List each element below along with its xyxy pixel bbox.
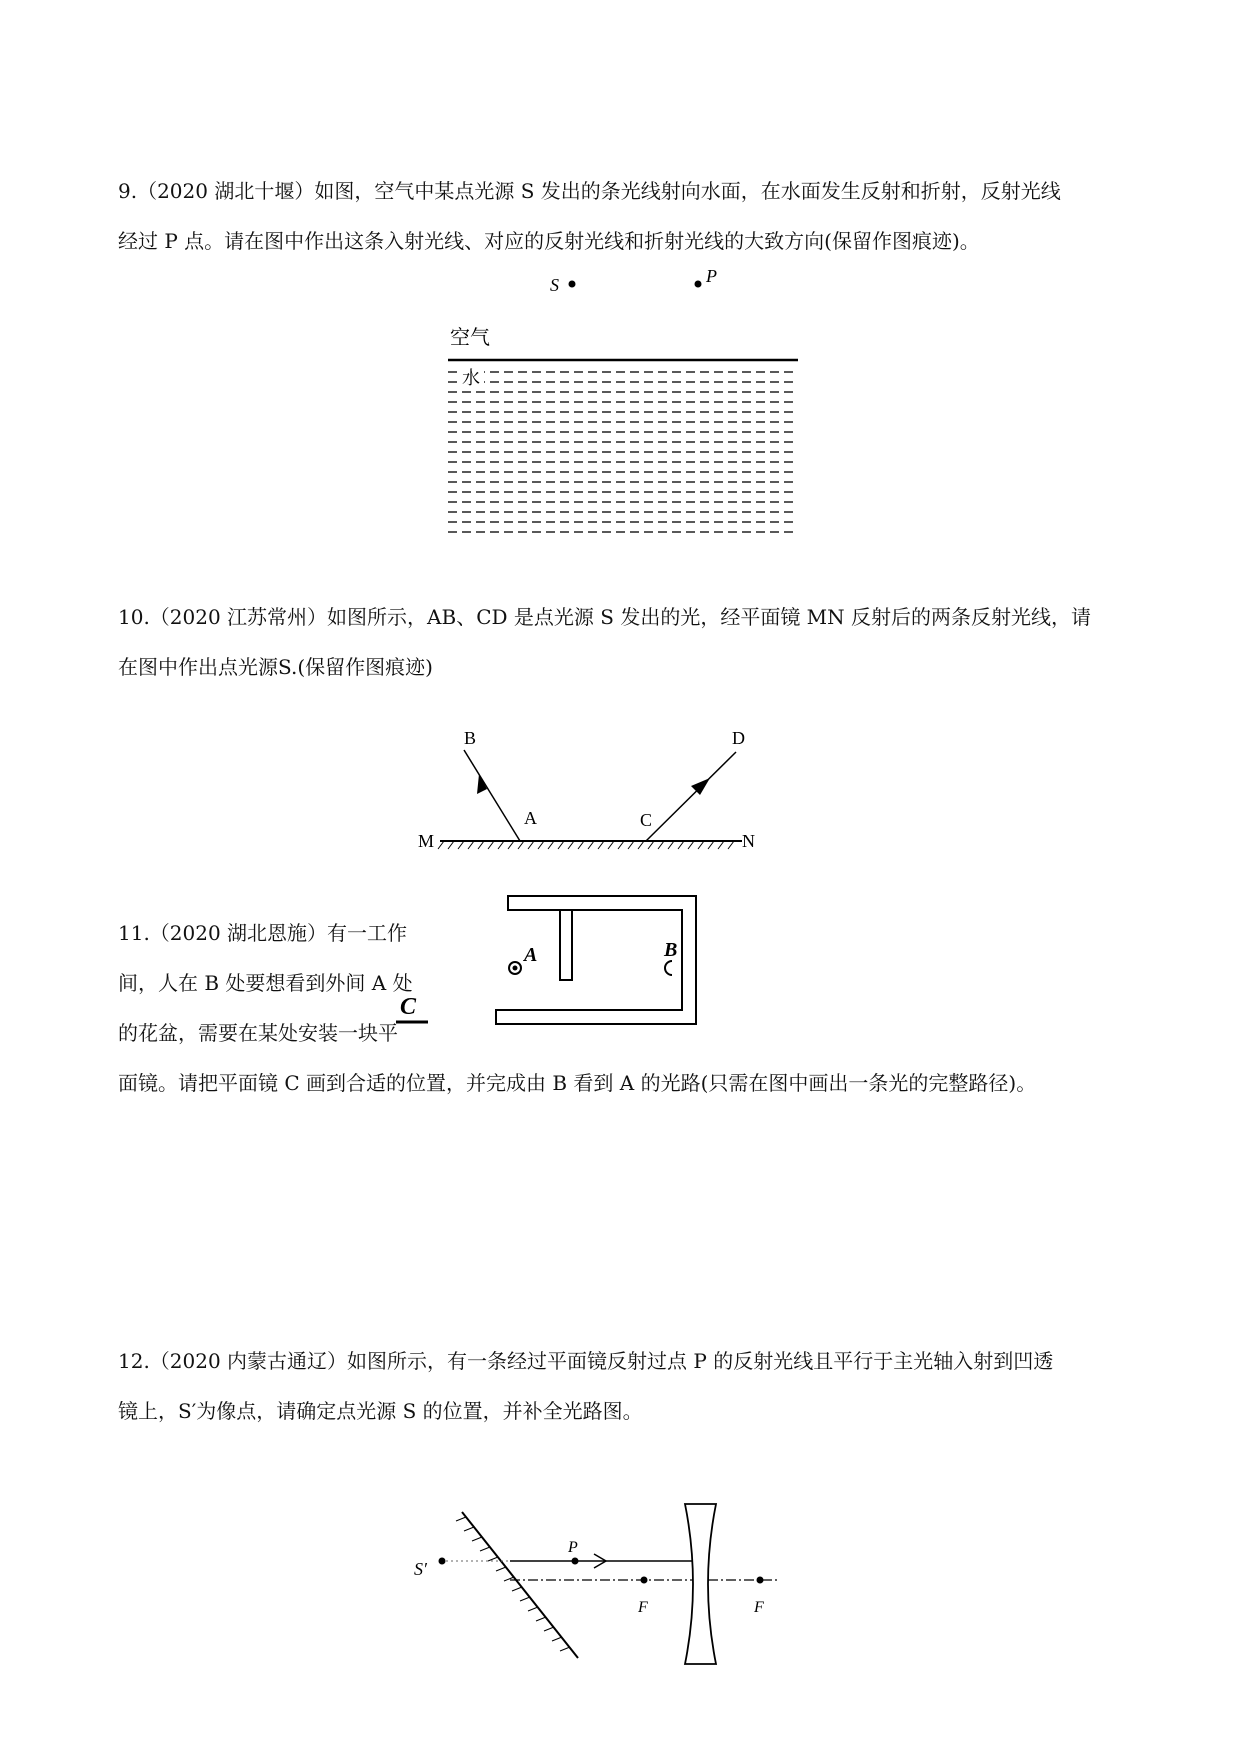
- label-a: A: [524, 944, 538, 966]
- label-f-left: F: [638, 1599, 648, 1616]
- question-11-line-1: 11.（2020 湖北恩施）有一工作: [118, 921, 408, 945]
- question-9: [118, 166, 1061, 266]
- label-b: B: [664, 939, 678, 961]
- label-m: M: [418, 831, 435, 851]
- question-12: [118, 1336, 1053, 1436]
- mirror-hatching: [438, 841, 734, 849]
- question-10-line-1: 10.（2020 江苏常州）如图所示，AB、CD 是点光源 S 发出的光，经平面镜 MN 反射后的两条反射光线，请: [118, 605, 1092, 629]
- label-d: D: [732, 728, 745, 748]
- focal-point-left: [641, 1577, 648, 1584]
- question-12-line-1: 12.（2020 内蒙古通辽）如图所示，有一条经过平面镜反射过点 P 的反射光线且平行于主光轴入射到凹透: [118, 1349, 1054, 1373]
- room-partition: [560, 910, 572, 980]
- question-10-line-2: 在图中作出点光源S.(保留作图痕迹): [118, 655, 433, 679]
- ray-cd-arrow: [691, 778, 710, 795]
- question-9-line-1: 9.（2020 湖北十堰）如图，空气中某点光源 S 发出的条光线射向水面，在水面发生反射和折射，反射光线: [118, 179, 1061, 203]
- figure-9-water-surface: [430, 262, 810, 552]
- image-point-s-prime: [439, 1558, 446, 1565]
- water-hatching: [448, 372, 798, 532]
- label-n: N: [742, 831, 755, 851]
- label-f-right: F: [754, 1599, 764, 1616]
- point-s-label: S: [550, 275, 559, 295]
- figure-11-workroom: [400, 890, 700, 1040]
- water-label: 水: [462, 368, 480, 388]
- label-a: A: [524, 808, 537, 828]
- question-9-line-2: 经过 P 点。请在图中作出这条入射光线、对应的反射光线和折射光线的大致方向(保留作图痕迹)。: [118, 229, 980, 253]
- mirror-c-label: C: [400, 994, 417, 1020]
- ray-cd: [646, 752, 736, 841]
- air-label: 空气: [450, 327, 490, 349]
- figure-10-plane-mirror: [410, 720, 770, 860]
- question-12-line-2: 镜上，S′为像点，请确定点光源 S 的位置，并补全光路图。: [118, 1399, 643, 1423]
- mirror-hatching: [456, 1517, 570, 1651]
- ray-ab: [464, 750, 520, 841]
- focal-point-right: [757, 1577, 764, 1584]
- point-p-label: P: [706, 266, 717, 286]
- question-10: [118, 592, 1091, 692]
- plane-mirror: [462, 1512, 578, 1658]
- label-b: B: [464, 728, 477, 748]
- observer-b: [665, 961, 672, 975]
- question-11-line-4: 面镜。请把平面镜 C 画到合适的位置，并完成由 B 看到 A 的光路(只需在图中画出一条光的完整路径)。: [118, 1071, 1037, 1095]
- figure-12-concave-lens: [400, 1500, 800, 1690]
- concave-lens: [685, 1504, 716, 1664]
- label-p: P: [568, 1539, 578, 1556]
- question-11-line-2: 间，人在 B 处要想看到外间 A 处: [118, 971, 413, 995]
- question-11-line-3: 的花盆，需要在某处安装一块平: [118, 1021, 398, 1045]
- label-s-prime: S′: [414, 1559, 427, 1579]
- point-p: [572, 1558, 579, 1565]
- label-c: C: [640, 810, 653, 830]
